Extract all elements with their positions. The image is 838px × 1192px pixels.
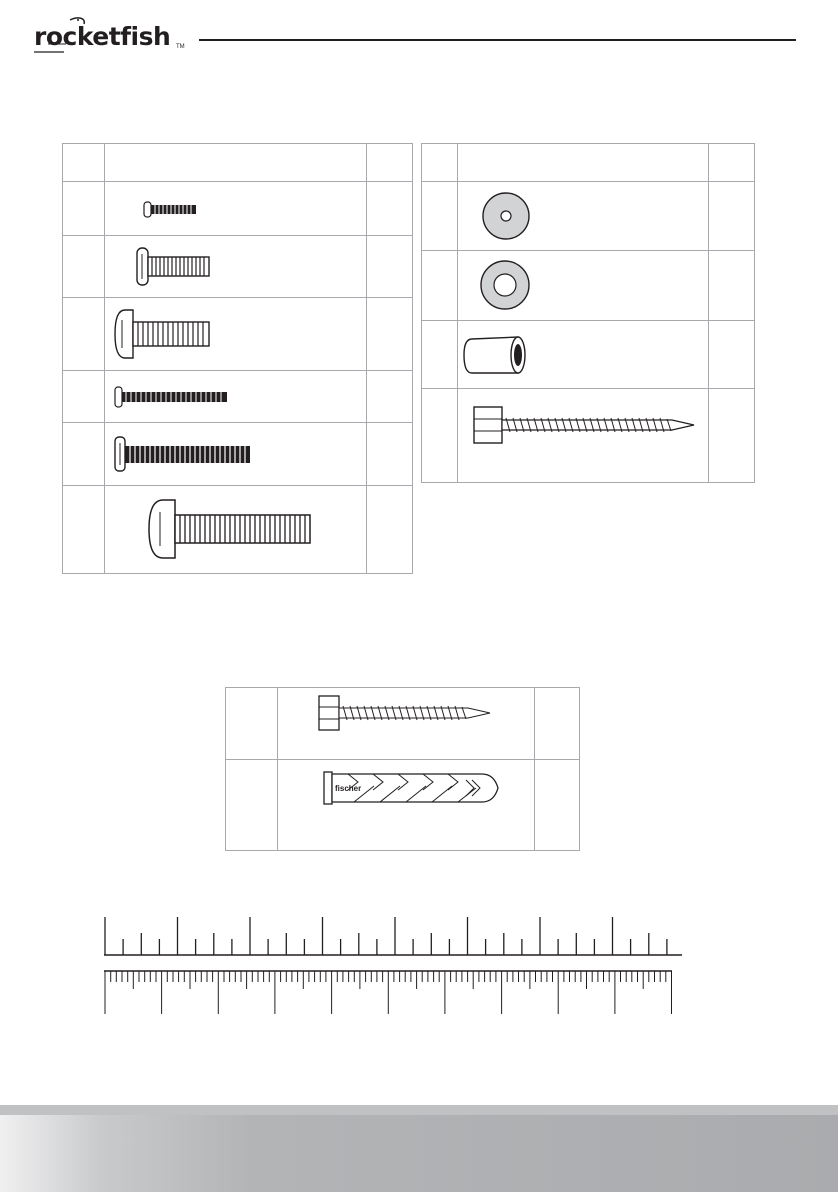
header-cell-qty [367, 144, 413, 182]
header-cell-letter [63, 144, 105, 182]
table-row [422, 389, 755, 483]
machine-screw-icon [105, 236, 366, 297]
table-row [63, 236, 413, 298]
table-row [63, 486, 413, 574]
table-row [226, 760, 580, 851]
inch-ruler [104, 916, 684, 958]
anchor-table [225, 687, 580, 851]
table-row [422, 182, 755, 251]
table-row [226, 688, 580, 760]
washer-table [421, 143, 755, 483]
lag-bolt-icon [278, 688, 534, 759]
header-cell-item [458, 144, 709, 182]
footer-stripe [0, 1105, 838, 1115]
brand-name: rocketfish [34, 22, 171, 51]
screw-table [62, 143, 413, 574]
spacer-icon [458, 321, 708, 388]
metric-ruler [104, 970, 684, 1015]
lag-bolt-icon [458, 389, 708, 482]
washer-icon [458, 251, 708, 320]
table-row [422, 251, 755, 321]
machine-screw-icon [105, 371, 366, 422]
table-row [63, 182, 413, 236]
table-row [63, 423, 413, 486]
table-header-row [422, 144, 755, 182]
footer-band [0, 1105, 838, 1192]
header-cell-item [105, 144, 367, 182]
table-header-row [63, 144, 413, 182]
header-cell-letter [422, 144, 458, 182]
table-row [63, 298, 413, 371]
machine-screw-icon [105, 298, 366, 370]
machine-screw-icon [105, 486, 366, 573]
machine-screw-icon [105, 423, 366, 485]
table-row [422, 321, 755, 389]
trademark: TM [176, 44, 185, 50]
machine-screw-icon [105, 182, 366, 235]
wall-anchor-icon [278, 760, 534, 850]
washer-icon [458, 182, 708, 250]
header-cell-qty [709, 144, 755, 182]
header-rule [199, 39, 796, 41]
table-row [63, 371, 413, 423]
anchor-brand: fischer [334, 784, 362, 793]
